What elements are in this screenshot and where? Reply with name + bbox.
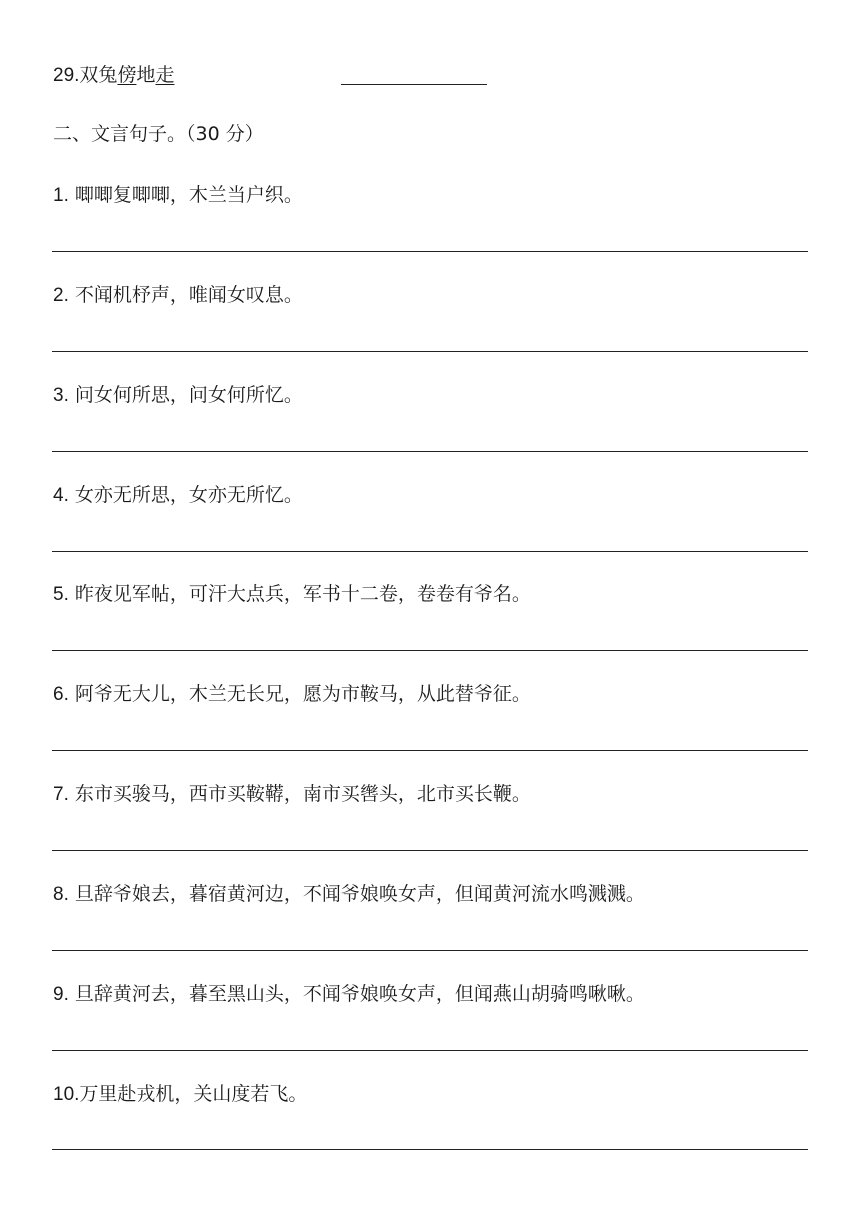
sentence-item [53, 882, 645, 907]
answer-line[interactable] [52, 1149, 808, 1150]
underlined-word: 傍 [117, 64, 137, 86]
item-text: 东市买骏马，西市买鞍鞯，南市买辔头，北市买长鞭。 [74, 783, 531, 805]
underlined-word: 走 [155, 64, 175, 86]
item-number: 5. [53, 584, 69, 605]
item-number: 2. [53, 285, 69, 306]
sentence-item [53, 782, 531, 807]
answer-blank[interactable] [341, 84, 487, 85]
item-number: 6. [53, 684, 69, 705]
item-number: 8. [53, 884, 69, 905]
answer-line[interactable] [52, 351, 808, 352]
item-text: 旦辞爷娘去，暮宿黄河边，不闻爷娘唤女声，但闻黄河流水鸣溅溅。 [74, 883, 645, 905]
item-number: 4. [53, 485, 69, 506]
answer-line[interactable] [52, 950, 808, 951]
item-text: 唧唧复唧唧，木兰当户织。 [74, 184, 303, 206]
sentence-item [53, 283, 303, 308]
item-text: 旦辞黄河去，暮至黑山头，不闻爷娘唤女声，但闻燕山胡骑鸣啾啾。 [74, 983, 645, 1005]
item-text: 昨夜见军帖，可汗大点兵，军书十二卷，卷卷有爷名。 [74, 583, 531, 605]
item-text: 万里赴戎机，关山度若飞。 [79, 1083, 308, 1105]
item-number: 3. [53, 385, 69, 406]
answer-line[interactable] [52, 750, 808, 751]
sentence-item [53, 982, 645, 1007]
question-29 [53, 63, 174, 88]
sentence-item [53, 183, 303, 208]
answer-line[interactable] [52, 1050, 808, 1051]
question-number: 29. [53, 65, 80, 86]
item-number: 10. [53, 1084, 80, 1105]
item-text: 不闻机杼声，唯闻女叹息。 [74, 284, 303, 306]
item-number: 1. [53, 185, 69, 206]
sentence-item [53, 582, 531, 607]
answer-line[interactable] [52, 551, 808, 552]
sentence-item [53, 682, 531, 707]
answer-line[interactable] [52, 650, 808, 651]
answer-line[interactable] [52, 451, 808, 452]
section-title: 二、文言句子。（30 分） [53, 123, 264, 145]
question-text: 地 [136, 64, 156, 86]
item-number: 9. [53, 984, 69, 1005]
item-number: 7. [53, 784, 69, 805]
item-text: 女亦无所思，女亦无所忆。 [74, 484, 303, 506]
sentence-item [53, 483, 303, 508]
sentence-item [53, 383, 303, 408]
item-text: 阿爷无大儿，木兰无长兄，愿为市鞍马，从此替爷征。 [74, 683, 531, 705]
sentence-item [53, 1082, 307, 1107]
answer-line[interactable] [52, 850, 808, 851]
item-text: 问女何所思，问女何所忆。 [74, 384, 303, 406]
answer-line[interactable] [52, 251, 808, 252]
question-text: 双兔 [79, 64, 118, 86]
